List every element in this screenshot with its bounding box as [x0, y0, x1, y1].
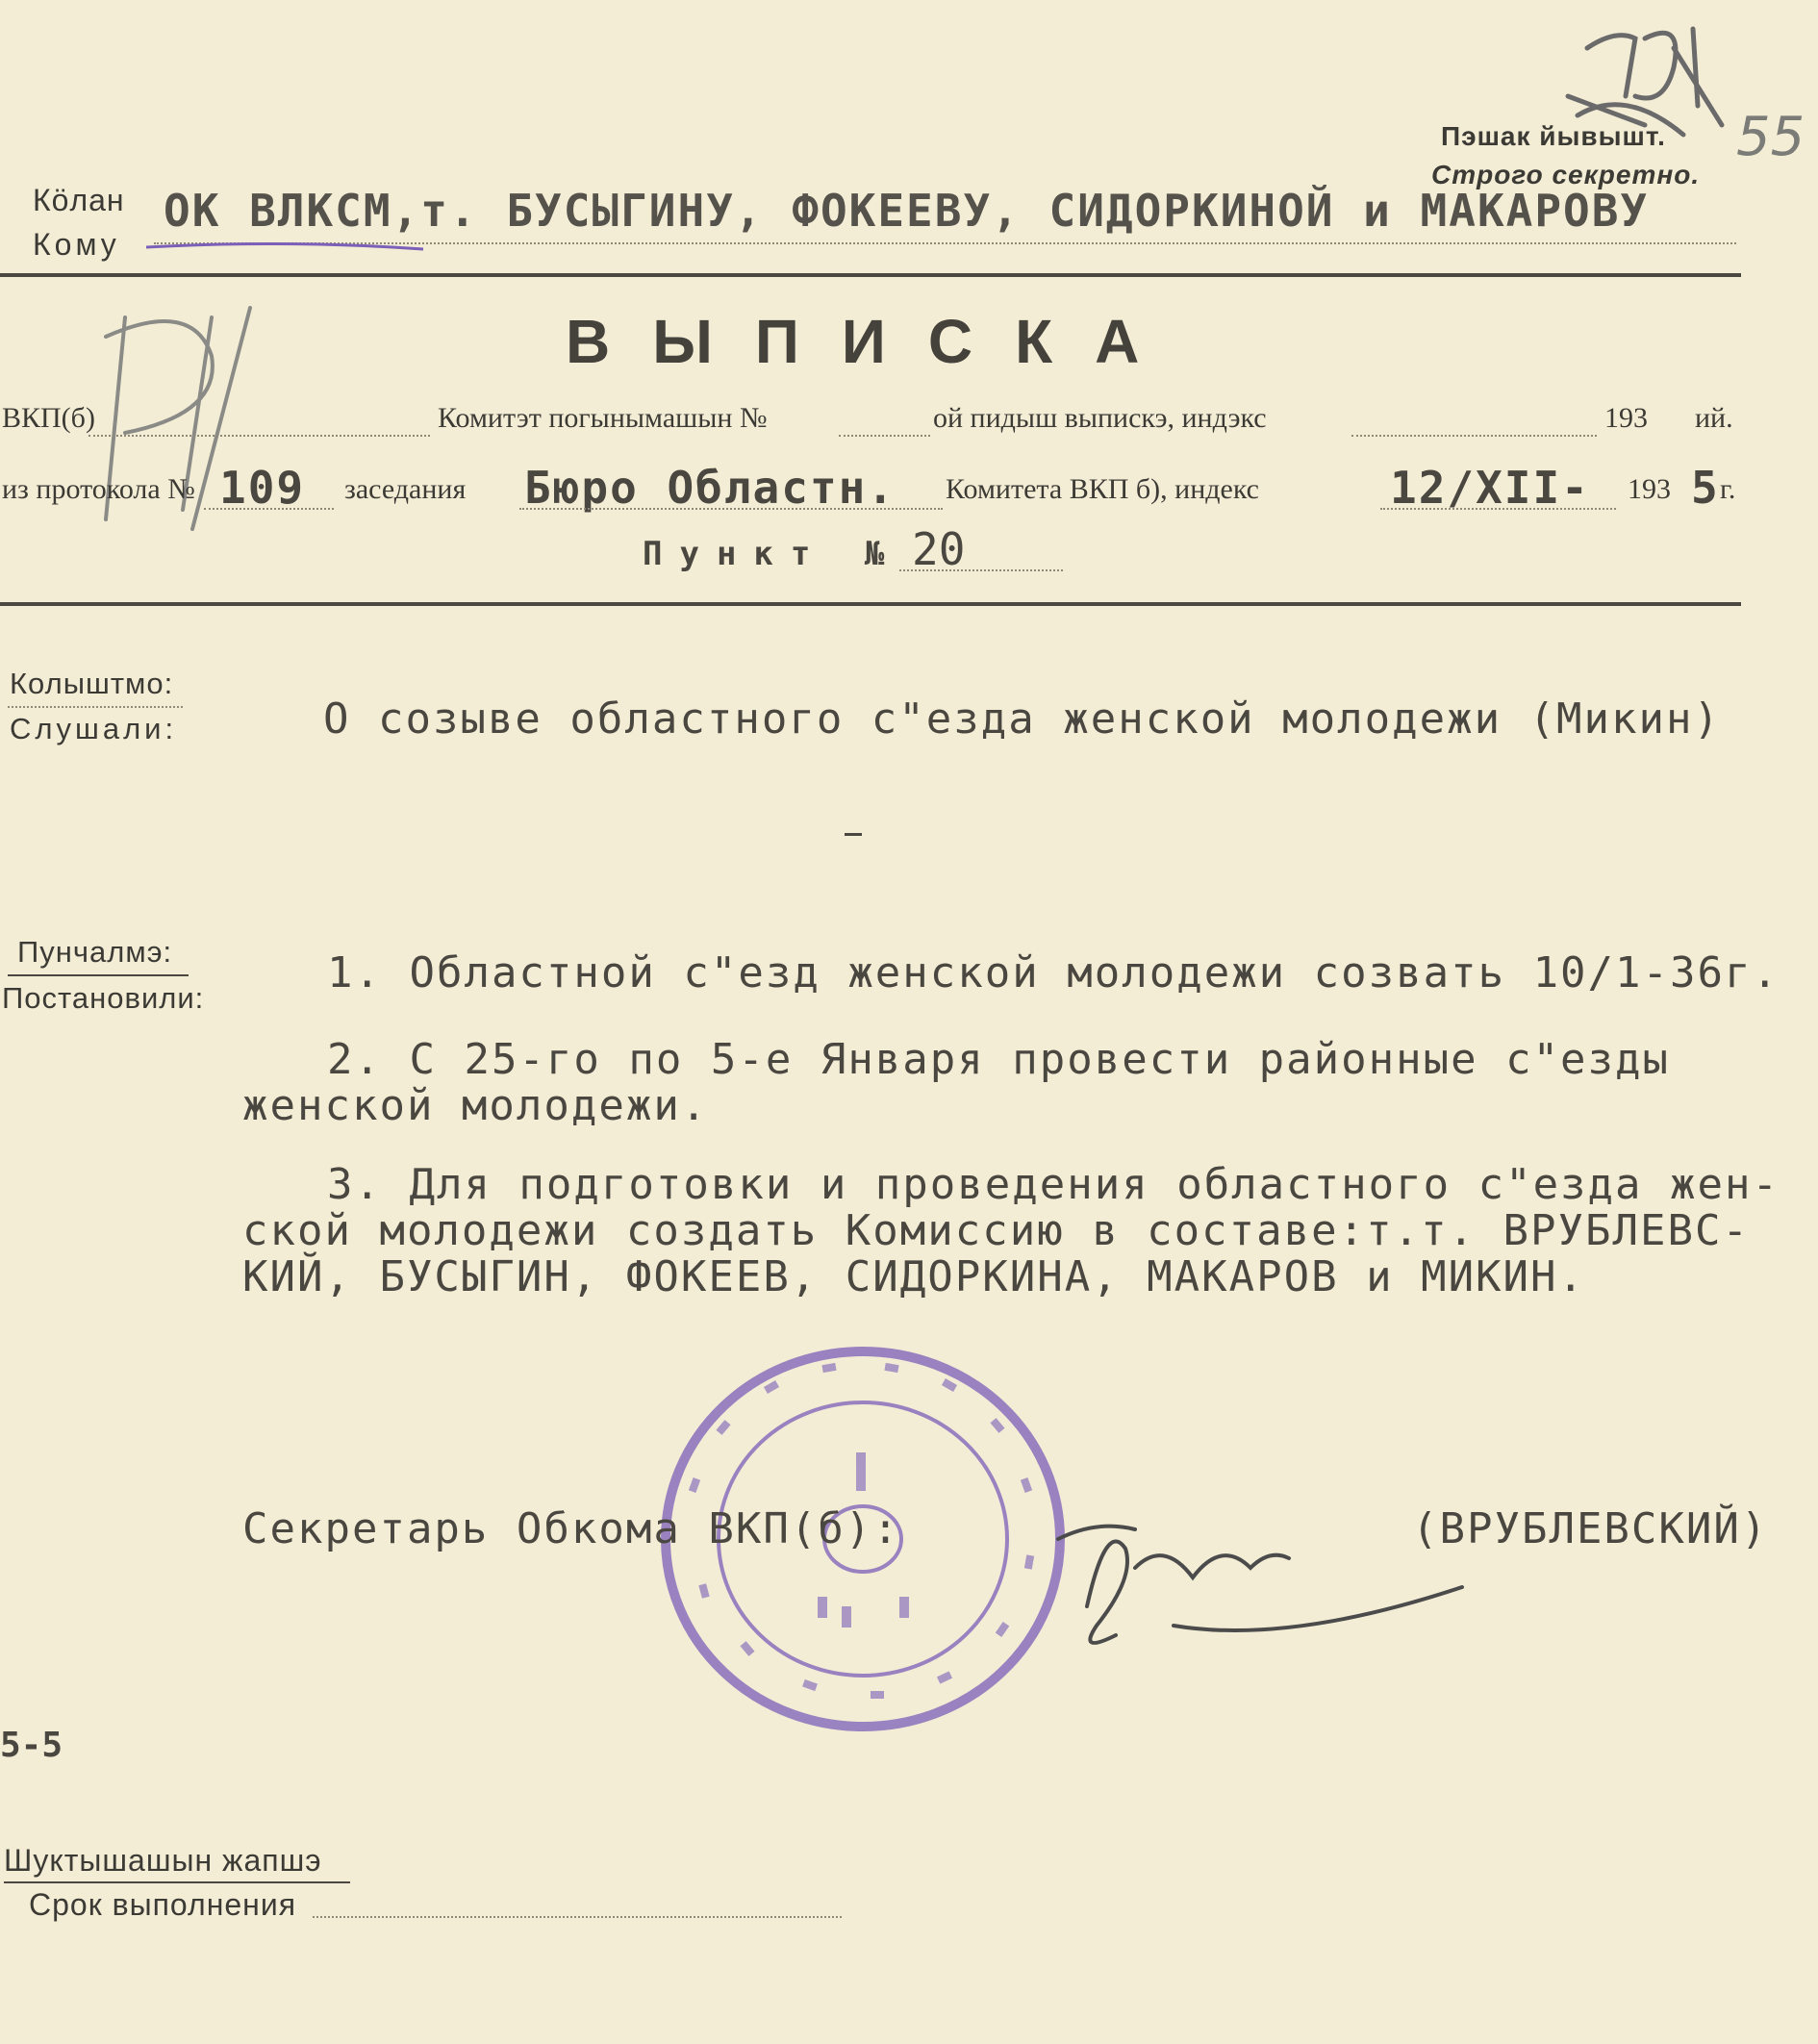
addressee-label-ru: Кому: [33, 227, 120, 262]
protocol-mari-text2: ой пидыш выпискэ, индэкс: [933, 402, 1267, 434]
protocol-mari-text1: Комитэт погынымашын №: [438, 402, 768, 434]
purple-underline-icon: [144, 236, 433, 255]
secrecy-ru: Строго секретно.: [1431, 160, 1701, 189]
top-rule: [0, 273, 1741, 277]
meeting-label: заседания: [344, 473, 467, 505]
point-number: 20: [912, 523, 966, 575]
resolved-item-3-line-1: 3. Для подготовки и проведения областного с"езда жен-: [327, 1160, 1780, 1209]
resolved-item-2-line-2: женской молодежи.: [242, 1081, 709, 1130]
addressee-value: ОК ВЛКСМ,т. БУСЫГИНУ, ФОКЕЕВУ, СИДОРКИНОЙ и МАКАРОВУ: [164, 185, 1650, 237]
heard-text: О созыве областного с"езда женской молодежи (Микин): [323, 694, 1722, 744]
point-dots: [899, 569, 1063, 571]
resolved-item-2-line-1: 2. С 25-го по 5-е Января провести районные с"езды: [327, 1035, 1671, 1084]
document-title: ВЫПИСКА: [566, 307, 1182, 376]
protocol-mari-prefix: ВКП(б): [2, 402, 95, 434]
deadline-label-ru: Срок выполнения: [29, 1887, 297, 1922]
resolved-item-1: 1. Областной с"езд женской молодежи созвать 10/1-36г.: [327, 948, 1780, 997]
index-value: 12/XII-: [1390, 462, 1590, 514]
protocol-number: 109: [219, 462, 306, 514]
heard-label-divider: [8, 706, 183, 708]
header-rule: [0, 602, 1741, 606]
protocol-mari-dots2: [839, 435, 930, 437]
deadline-dots: [313, 1916, 842, 1918]
protocol-ru-dots3: [1380, 508, 1616, 510]
deadline-label-mari: Шуктышашын жапшэ: [4, 1843, 322, 1878]
addressee-label-mari: Кӧлан: [33, 183, 125, 217]
meeting-value: Бюро Областн.: [524, 462, 896, 514]
resolved-label-mari: Пунчалмэ:: [17, 935, 173, 969]
resolved-item-3-line-3: КИЙ, БУСЫГИН, ФОКЕЕВ, СИДОРКИНА, МАКАРОВ и МИКИН.: [242, 1252, 1586, 1301]
handwritten-number: 55: [1736, 106, 1805, 168]
protocol-ru-dots1: [204, 508, 334, 510]
protocol-ru-dots2: [519, 508, 943, 510]
protocol-mari-suffix: ий.: [1695, 402, 1733, 434]
margin-mark: 5-5: [0, 1726, 63, 1765]
resolved-item-3-line-2: ской молодежи создать Комиссию в составе:т.т. ВРУБЛЕВС-: [242, 1206, 1750, 1255]
year-suffix: г.: [1720, 473, 1736, 505]
protocol-mari-year: 193: [1604, 402, 1648, 434]
signature-name: (ВРУБЛЕВСКИЙ): [1412, 1504, 1769, 1553]
resolved-label-divider: [8, 974, 189, 976]
heard-label-mari: Колыштмо:: [10, 667, 174, 700]
protocol-mari-dots3: [1351, 435, 1597, 437]
secrecy-mari: Пэшак йывышт.: [1441, 121, 1666, 151]
heard-dash: [845, 833, 862, 836]
year-prefix: 193: [1628, 473, 1671, 505]
committee-label: Комитета ВКП б), индекс: [946, 473, 1259, 505]
signature-label: Секретарь Обкома ВКП(б):: [242, 1504, 900, 1553]
resolved-label-ru: Постановили:: [2, 981, 205, 1015]
protocol-mari-dots1: [88, 435, 430, 437]
handwritten-signature-icon: [1000, 1481, 1481, 1674]
deadline-label-divider: [4, 1881, 350, 1883]
heard-label-ru: Слушали:: [10, 712, 178, 745]
year-digit: 5: [1691, 462, 1718, 514]
protocol-ru-prefix: из протокола №: [2, 473, 195, 505]
point-label: Пункт №: [643, 535, 902, 573]
